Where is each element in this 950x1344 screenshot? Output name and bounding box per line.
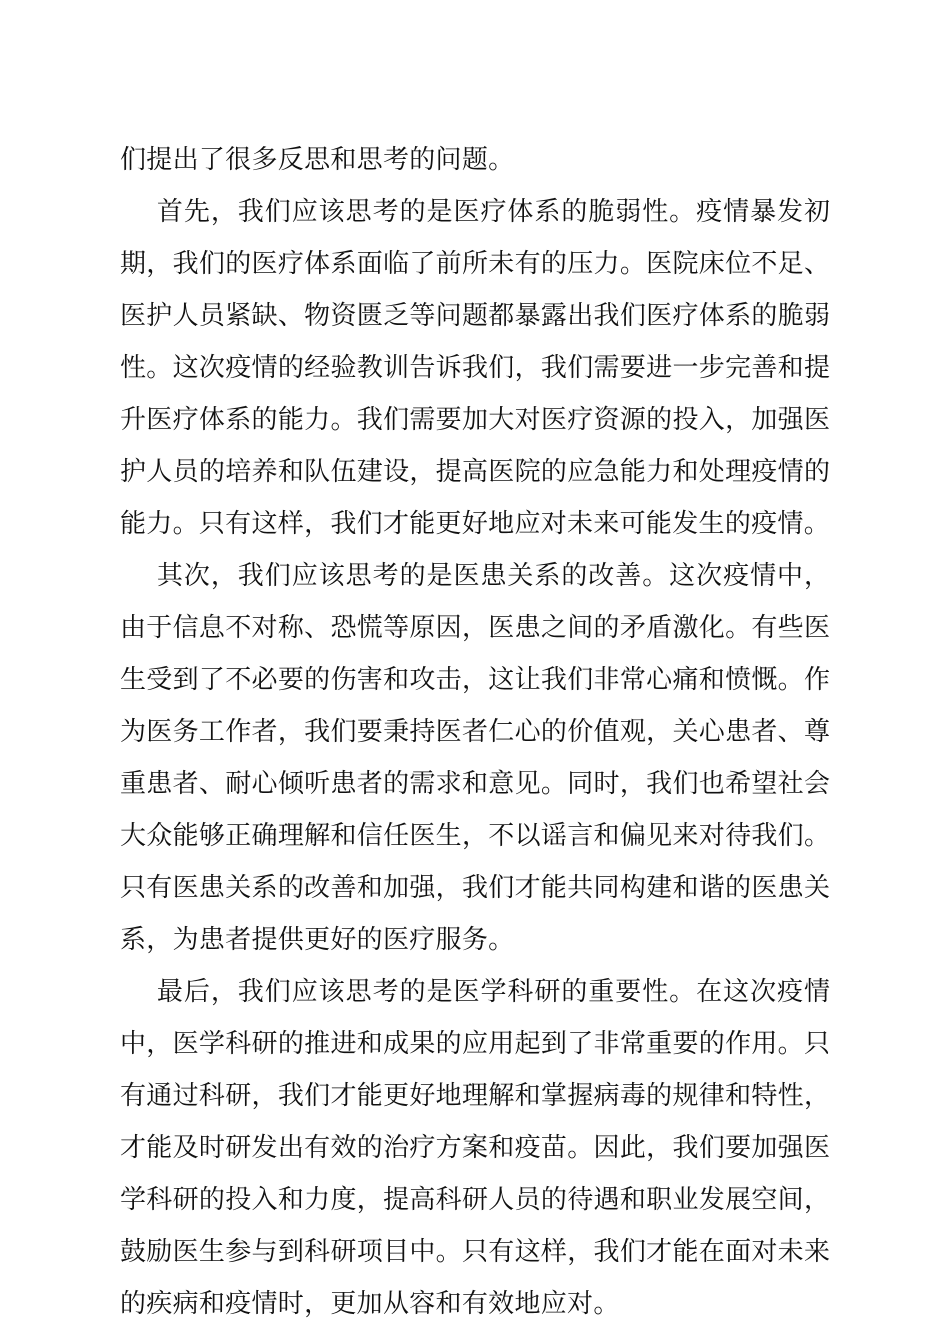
- text-line: 鼓励医生参与到科研项目中。只有这样，我们才能在面对未来: [120, 1237, 830, 1267]
- text-line: 系，为患者提供更好的医疗服务。: [120, 925, 515, 955]
- document-body: [120, 134, 830, 1330]
- text-line: 大众能够正确理解和信任医生，不以谣言和偏见来对待我们。: [120, 821, 830, 851]
- text-line: 能力。只有这样，我们才能更好地应对未来可能发生的疫情。: [120, 509, 831, 539]
- text-line: 才能及时研发出有效的治疗方案和疫苗。因此，我们要加强医: [120, 1133, 830, 1163]
- text-line: 的疾病和疫情时，更加从容和有效地应对。: [120, 1289, 620, 1319]
- text-line: 有通过科研，我们才能更好地理解和掌握病毒的规律和特性，: [120, 1081, 830, 1111]
- text-line: 升医疗体系的能力。我们需要加大对医疗资源的投入，加强医: [120, 405, 830, 435]
- text-line: 首先，我们应该思考的是医疗体系的脆弱性。疫情暴发初: [120, 197, 830, 227]
- text-line: 学科研的投入和力度，提高科研人员的待遇和职业发展空间，: [120, 1185, 830, 1215]
- text-line: 重患者、耐心倾听患者的需求和意见。同时，我们也希望社会: [120, 769, 830, 799]
- text-line: 由于信息不对称、恐慌等原因，医患之间的矛盾激化。有些医: [120, 613, 830, 643]
- text-line: 期，我们的医疗体系面临了前所未有的压力。医院床位不足、: [120, 249, 830, 279]
- text-line: 只有医患关系的改善和加强，我们才能共同构建和谐的医患关: [120, 873, 830, 903]
- text-line: 医护人员紧缺、物资匮乏等问题都暴露出我们医疗体系的脆弱: [120, 301, 830, 331]
- text-line: 最后，我们应该思考的是医学科研的重要性。在这次疫情: [120, 977, 830, 1007]
- text-line: 中，医学科研的推进和成果的应用起到了非常重要的作用。只: [120, 1029, 830, 1059]
- text-line: 其次，我们应该思考的是医患关系的改善。这次疫情中，: [120, 561, 830, 591]
- text-line: 生受到了不必要的伤害和攻击，这让我们非常心痛和愤慨。作: [120, 665, 830, 695]
- text-line: 性。这次疫情的经验教训告诉我们，我们需要进一步完善和提: [120, 353, 830, 383]
- text-line: 为医务工作者，我们要秉持医者仁心的价值观，关心患者、尊: [120, 717, 830, 747]
- text-line: 护人员的培养和队伍建设，提高医院的应急能力和处理疫情的: [120, 457, 830, 487]
- text-line: 们提出了很多反思和思考的问题。: [120, 145, 515, 175]
